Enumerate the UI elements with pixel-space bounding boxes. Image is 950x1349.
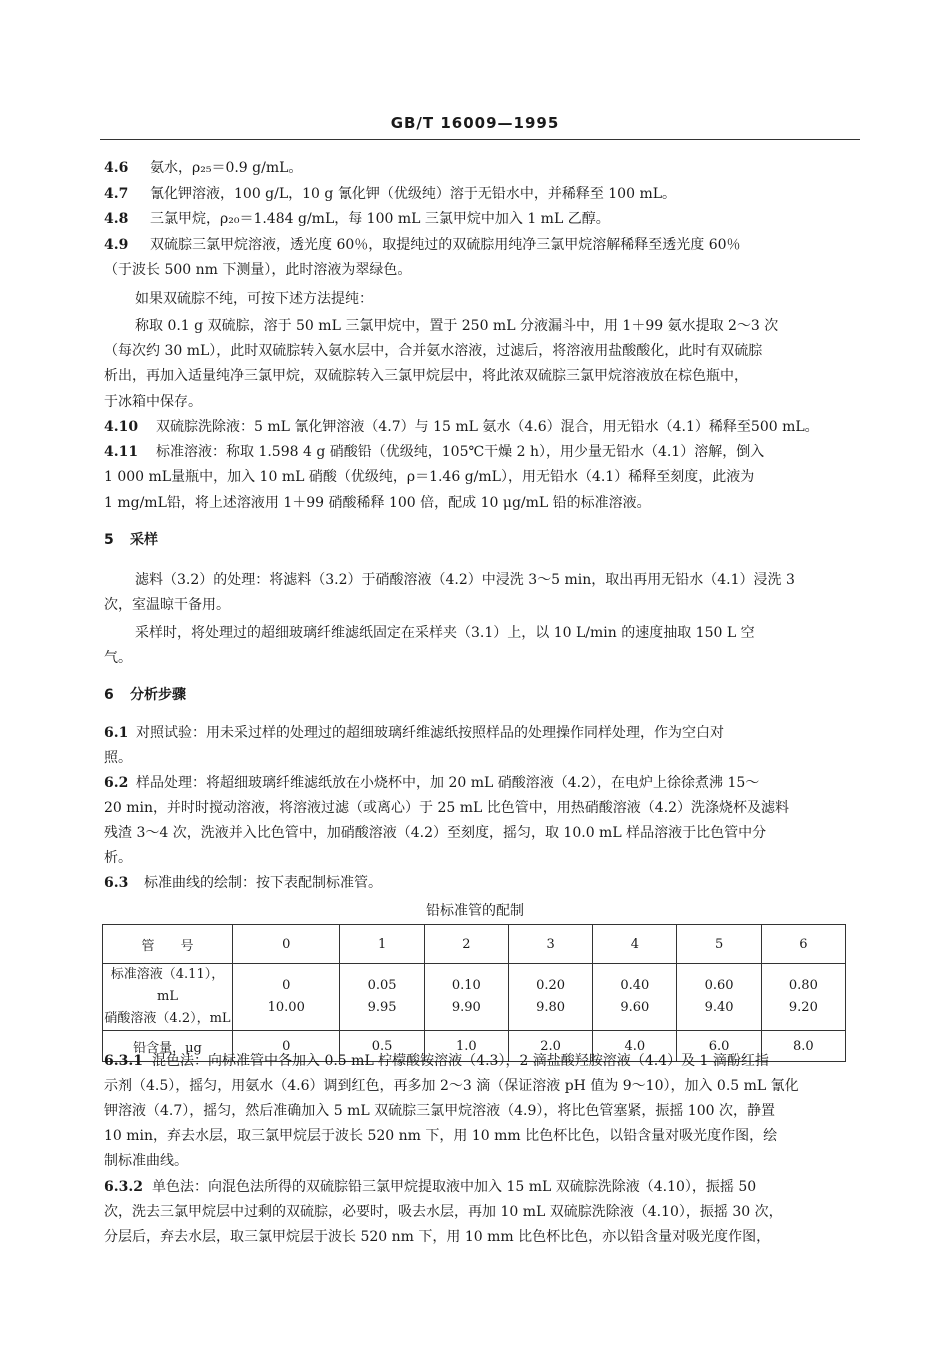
purify-line-2: （每次约 30 mL），此时双硫腙转入氨水层中，合并氨水溶液，过滤后，将溶液用盐酸酸化，此时有双硫腙 <box>104 343 763 359</box>
tube-number-cell: 5 <box>677 925 761 964</box>
header-rule <box>100 139 860 140</box>
item-6-1: 6.1 对照试验：用未采过样的处理过的超细玻璃纤维滤纸按照样品的处理操作同样处理，作为空白对 <box>104 725 724 741</box>
purify-line-1: 称取 0.1 g 双硫腙，溶于 50 mL 三氯甲烷中，置于 250 mL 分液漏斗中，用 1＋99 氨水提取 2～3 次 <box>135 318 779 334</box>
reagent-cell: 0.20 9.80 <box>508 964 592 1031</box>
item-6-3-1-line-3: 钾溶液（4.7），摇匀，然后准确加入 5 mL 双硫腙三氯甲烷溶液（4.9），将比色管塞紧，振摇 100 次，静置 <box>104 1103 775 1119</box>
item-4-10: 4.10 双硫腙洗除液：5 mL 氰化钾溶液（4.7）与 15 mL 氨水（4.6）混合，用无铅水（4.1）稀释至500 mL。 <box>104 419 819 435</box>
impure-note: 如果双硫腙不纯，可按下述方法提纯： <box>135 291 373 307</box>
item-6-2-line-4: 析。 <box>104 850 132 866</box>
item-4-9-continued: （于波长 500 nm 下测量），此时溶液为翠绿色。 <box>104 262 412 278</box>
item-4-11-line-3: 1 mg/mL铅，将上述溶液用 1＋99 硝酸稀释 100 倍，配成 10 μg/mL 铅的标准溶液。 <box>104 495 651 511</box>
reagent-cell: 0.60 9.40 <box>677 964 761 1031</box>
item-6-2-line-2: 20 min，并时时搅动溶液，将溶液过滤（或离心）于 25 mL 比色管中，用热硝酸溶液（4.2）洗涤烧杯及滤料 <box>104 800 790 816</box>
item-6-2-line-3: 残渣 3～4 次，洗液并入比色管中，加硝酸溶液（4.2）至刻度，摇匀，取 10.0 mL 样品溶液于比色管中分 <box>104 825 767 841</box>
item-6-3-1-line-4: 10 min，弃去水层，取三氯甲烷层于波长 520 nm 下，用 10 mm 比色杯比色，以铅含量对吸光度作图，绘 <box>104 1128 778 1144</box>
item-6-3-2-line-2: 次，洗去三氯甲烷层中过剩的双硫腙，必要时，吸去水层，再加 10 mL 双硫腙洗除液（4.10），振摇 30 次， <box>104 1204 783 1220</box>
reagent-cell: 0.80 9.20 <box>761 964 845 1031</box>
tube-number-cell: 0 <box>233 925 340 964</box>
item-6-3-1-line-2: 示剂（4.5），摇匀，用氨水（4.6）调到红色，再多加 2～3 滴（保证溶液 pH 值为 9～10），加入 0.5 mL 氰化 <box>104 1078 799 1094</box>
reagent-labels-cell <box>103 964 233 1031</box>
item-6-3-2: 6.3.2 单色法：向混色法所得的双硫腙铅三氯甲烷提取液中加入 15 mL 双硫腙洗除液（4.10），振摇 50 <box>104 1179 757 1195</box>
sampling-air-line-1: 采样时，将处理过的超细玻璃纤维滤纸固定在采样夹（3.1）上，以 10 L/min 的速度抽取 150 L 空 <box>135 625 755 641</box>
table-caption: 铅标准管的配制 <box>426 903 524 919</box>
item-4-9: 4.9 双硫腙三氯甲烷溶液，透光度 60％，取提纯过的双硫腙用纯净三氯甲烷溶解稀释至透光度 60％ <box>104 237 741 253</box>
reagent-cell: 0.40 9.60 <box>593 964 677 1031</box>
lead-content-cell: 4.0 <box>593 1031 677 1062</box>
standard-solution-label: 标准溶液（4.11），mL <box>110 967 225 1004</box>
item-6-3-2-line-3: 分层后，弃去水层，取三氯甲烷层于波长 520 nm 下，用 10 mm 比色杯比色，亦以铅含量对吸光度作图， <box>104 1229 771 1245</box>
section-5-heading: 5 采样 <box>104 532 158 548</box>
sampling-filter-line-1: 滤料（3.2）的处理：将滤料（3.2）于硝酸溶液（4.2）中浸洗 3～5 min，取出再用无铅水（4.1）浸洗 3 <box>135 572 795 588</box>
table-header-row <box>103 925 846 964</box>
item-4-11: 4.11 标准溶液：称取 1.598 4 g 硝酸铅（优级纯，105℃干燥 2 h），用少量无铅水（4.1）溶解，倒入 <box>104 444 765 460</box>
nitric-solution-label: 硝酸溶液（4.2），mL <box>104 1011 231 1026</box>
purify-line-4: 于冰箱中保存。 <box>104 394 202 410</box>
tube-number-cell: 2 <box>424 925 508 964</box>
lead-content-cell: 2.0 <box>508 1031 592 1062</box>
tube-number-cell: 6 <box>761 925 845 964</box>
item-6-1-continued: 照。 <box>104 750 132 766</box>
lead-content-cell: 0 <box>233 1031 340 1062</box>
lead-content-cell: 0.5 <box>340 1031 424 1062</box>
lead-content-cell: 6.0 <box>677 1031 761 1062</box>
lead-content-cell: 8.0 <box>761 1031 845 1062</box>
item-6-2: 6.2 样品处理：将超细玻璃纤维滤纸放在小烧杯中，加 20 mL 硝酸溶液（4.2），在电炉上徐徐煮沸 15～ <box>104 775 760 791</box>
standard-number-header: GB/T 16009—1995 <box>390 114 560 132</box>
lead-standard-table <box>102 924 846 1062</box>
item-4-11-line-2: 1 000 mL量瓶中，加入 10 mL 硝酸（优级纯，ρ＝1.46 g/mL），用无铅水（4.1）稀释至刻度，此液为 <box>104 469 755 485</box>
sampling-filter-line-2: 次，室温晾干备用。 <box>104 597 230 613</box>
lead-content-label: 铅含量，μg <box>103 1031 233 1062</box>
item-4-8: 4.8 三氯甲烷，ρ₂₀＝1.484 g/mL，每 100 mL 三氯甲烷中加入 1 mL 乙醇。 <box>104 211 610 227</box>
section-6-heading: 6 分析步骤 <box>104 687 186 703</box>
lead-content-cell: 1.0 <box>424 1031 508 1062</box>
tube-number-label: 管 号 <box>103 925 233 964</box>
reagent-cell: 0.05 9.95 <box>340 964 424 1031</box>
tube-number-cell: 3 <box>508 925 592 964</box>
purify-line-3: 析出，再加入适量纯净三氯甲烷，双硫腙转入三氯甲烷层中，将此浓双硫腙三氯甲烷溶液放在棕色瓶中， <box>104 368 748 384</box>
table-row <box>103 964 846 1031</box>
item-6-3: 6.3 标准曲线的绘制：按下表配制标准管。 <box>104 875 382 891</box>
sampling-air-line-2: 气。 <box>104 650 132 666</box>
tube-number-cell: 1 <box>340 925 424 964</box>
item-4-7: 4.7 氰化钾溶液，100 g/L，10 g 氰化钾（优级纯）溶于无铅水中，并稀释至 100 mL。 <box>104 186 677 202</box>
item-6-3-1: 6.3.1 混色法：向标准管中各加入 0.5 mL 柠檬酸铵溶液（4.3），2 滴盐酸羟胺溶液（4.4）及 1 滴酚红指 <box>104 1053 769 1069</box>
reagent-cell: 0.10 9.90 <box>424 964 508 1031</box>
item-6-3-1-line-5: 制标准曲线。 <box>104 1153 188 1169</box>
tube-number-cell: 4 <box>593 925 677 964</box>
reagent-cell: 0 10.00 <box>233 964 340 1031</box>
item-4-6: 4.6 氨水，ρ₂₅＝0.9 g/mL。 <box>104 160 303 176</box>
